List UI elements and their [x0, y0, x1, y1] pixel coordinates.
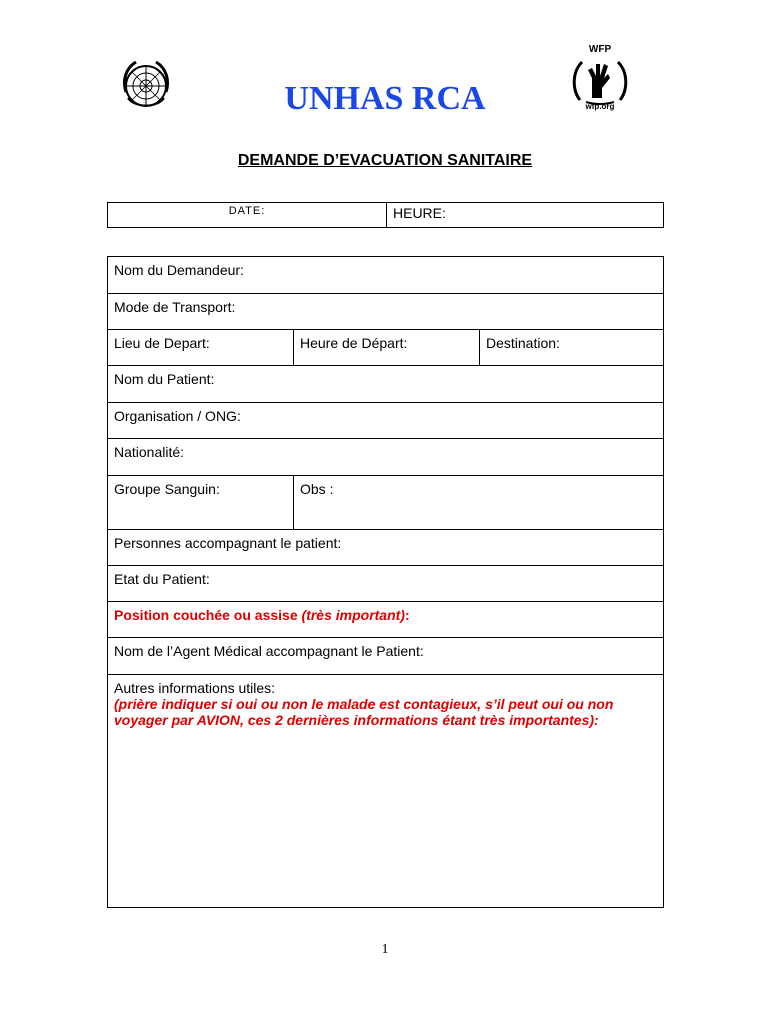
label-obs: Obs :	[300, 481, 334, 497]
field-mode-transport[interactable]	[108, 294, 664, 330]
label-etat-patient: Etat du Patient:	[114, 571, 210, 587]
field-nom-demandeur[interactable]	[108, 257, 664, 294]
label-destination: Destination:	[486, 335, 560, 351]
date-time-table	[107, 202, 664, 228]
label-autres-informations: Autres informations utiles:	[114, 680, 276, 696]
label-heure-depart: Heure de Départ:	[300, 335, 408, 351]
field-position[interactable]	[108, 602, 664, 638]
field-destination[interactable]	[480, 330, 664, 366]
label-lieu-depart: Lieu de Depart:	[114, 335, 210, 351]
label-nom-patient: Nom du Patient:	[114, 371, 215, 387]
field-lieu-depart[interactable]	[108, 330, 294, 366]
label-nom-agent: Nom de l’Agent Médical accompagnant le Patient:	[114, 643, 424, 659]
field-heure-depart[interactable]	[294, 330, 480, 366]
label-position-important: (très important)	[301, 607, 405, 623]
wfp-logo-bottom-text: wfp.org	[585, 102, 615, 111]
label-position-colon: :	[404, 607, 410, 623]
label-groupe-sanguin: Groupe Sanguin:	[114, 481, 220, 497]
heure-field[interactable]	[387, 203, 664, 228]
form-subtitle: DEMANDE D’EVACUATION SANITAIRE	[237, 152, 533, 169]
date-label: DATE:	[228, 205, 266, 217]
page-number: 1	[381, 942, 389, 957]
note-autres-informations: (prière indiquer si oui ou non le malade est contagieux, s’il peut oui ou non voyager par AVION, ces 2 dernières informations étant très importantes):	[114, 696, 614, 728]
date-field[interactable]	[108, 203, 387, 228]
page-title: UNHAS RCA	[284, 80, 486, 117]
field-nationalite[interactable]	[108, 439, 664, 476]
label-position	[114, 607, 410, 623]
field-groupe-sanguin[interactable]	[108, 476, 294, 530]
evacuation-form-table	[107, 256, 664, 908]
heure-label: HEURE:	[393, 205, 446, 221]
label-personnes-accompagnant: Personnes accompagnant le patient:	[114, 535, 342, 551]
wfp-logo-top-text: WFP	[588, 44, 612, 55]
label-organisation: Organisation / ONG:	[114, 408, 241, 424]
label-nationalite: Nationalité:	[114, 444, 185, 460]
label-nom-demandeur: Nom du Demandeur:	[114, 262, 244, 278]
field-organisation[interactable]	[108, 403, 664, 439]
field-autres-informations[interactable]	[108, 675, 664, 908]
field-nom-agent[interactable]	[108, 638, 664, 675]
field-obs[interactable]	[294, 476, 664, 530]
field-etat-patient[interactable]	[108, 566, 664, 602]
field-nom-patient[interactable]	[108, 366, 664, 403]
label-mode-transport: Mode de Transport:	[114, 299, 236, 315]
label-position-main: Position couchée ou assise	[114, 607, 302, 623]
field-personnes-accompagnant[interactable]	[108, 530, 664, 566]
